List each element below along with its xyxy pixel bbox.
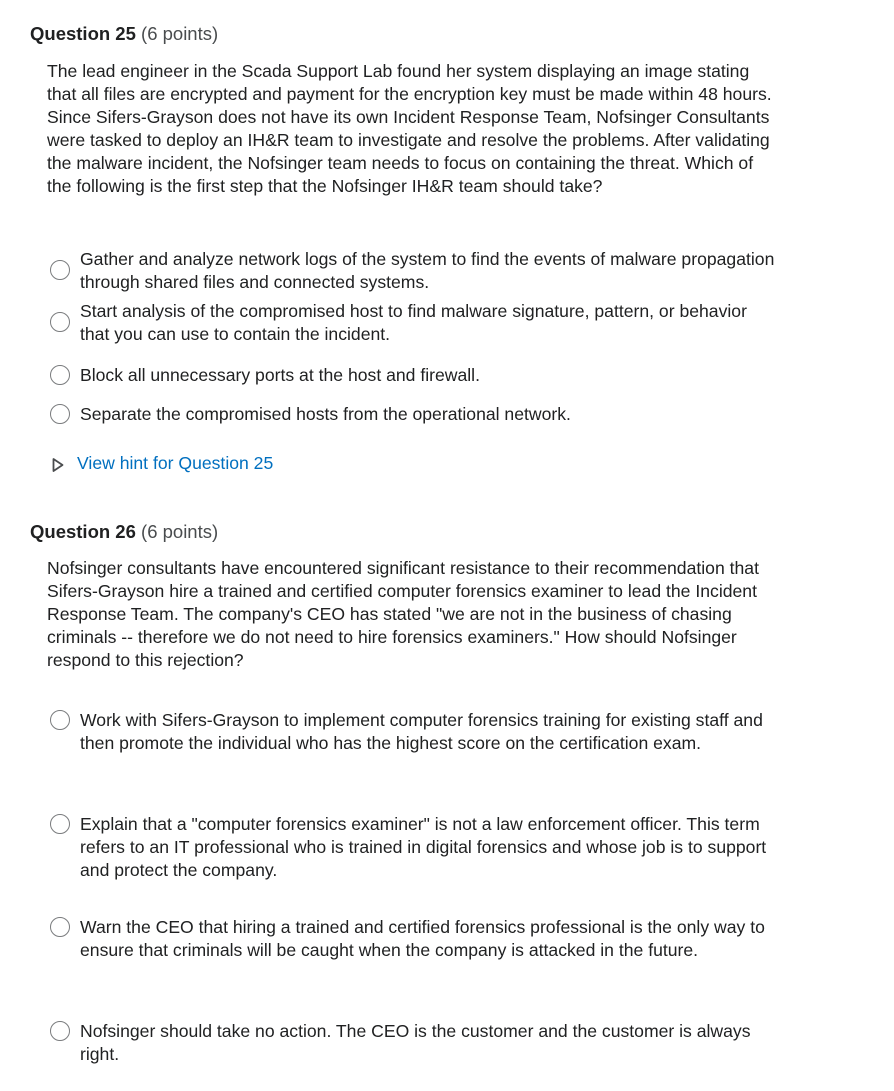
radio-button[interactable] (50, 312, 70, 332)
radio-button[interactable] (50, 917, 70, 937)
disclosure-triangle-icon (50, 457, 66, 473)
option-label: Start analysis of the compromised host to find malware signature, pattern, or behavior that you can use to contain the incident. (80, 301, 747, 344)
question-26-title (30, 520, 218, 544)
question-points: (6 points) (141, 521, 219, 542)
radio-button[interactable] (50, 404, 70, 424)
radio-button[interactable] (50, 1021, 70, 1041)
radio-button[interactable] (50, 365, 70, 385)
radio-button[interactable] (50, 814, 70, 834)
question-25-title (30, 22, 218, 46)
question-number: Question 25 (30, 23, 136, 44)
option-label: Work with Sifers-Grayson to implement computer forensics training for existing staff and then promote the individual who has the highest score on the certification exam. (80, 710, 763, 753)
option-label: Gather and analyze network logs of the system to find the events of malware propagation through shared files and connected systems. (80, 249, 775, 292)
view-hint-text[interactable]: View hint for Question 25 (77, 453, 274, 473)
question-26-text: Nofsinger consultants have encountered significant resistance to their recommendation that Sifers-Grayson hire a trained and certified computer forensics examiner to lead the Incident Response Team. The company's CEO has stated "we are not in the business of chasing criminals -- therefore we do not need to hire forensics examiners." How should Nofsinger respond to this rejection? (47, 558, 759, 670)
question-number: Question 26 (30, 521, 136, 542)
option-label: Block all unnecessary ports at the host and firewall. (80, 365, 480, 385)
option-label: Nofsinger should take no action. The CEO is the customer and the customer is always right. (80, 1021, 751, 1064)
radio-button[interactable] (50, 260, 70, 280)
option-label: Explain that a "computer forensics examiner" is not a law enforcement officer. This term refers to an IT professional who is trained in digital forensics and whose job is to support and protect the company. (80, 814, 767, 880)
question-points: (6 points) (141, 23, 219, 44)
option-label: Separate the compromised hosts from the operational network. (80, 404, 571, 424)
radio-button[interactable] (50, 710, 70, 730)
question-25-text: The lead engineer in the Scada Support Lab found her system displaying an image stating that all files are encrypted and payment for the encryption key must be made within 48 hours. Since Sifers-Grayson does not have its own Incident Response Team, Nofsinger Consultants were tasked to deploy an IH&R team to investigate and resolve the problems. After validating the malware incident, the Nofsinger team needs to focus on containing the threat. Which of the following is the first step that the Nofsinger IH&R team should take? (47, 61, 772, 196)
option-label: Warn the CEO that hiring a trained and certified forensics professional is the only way to ensure that criminals will be caught when the company is attacked in the future. (80, 917, 765, 960)
